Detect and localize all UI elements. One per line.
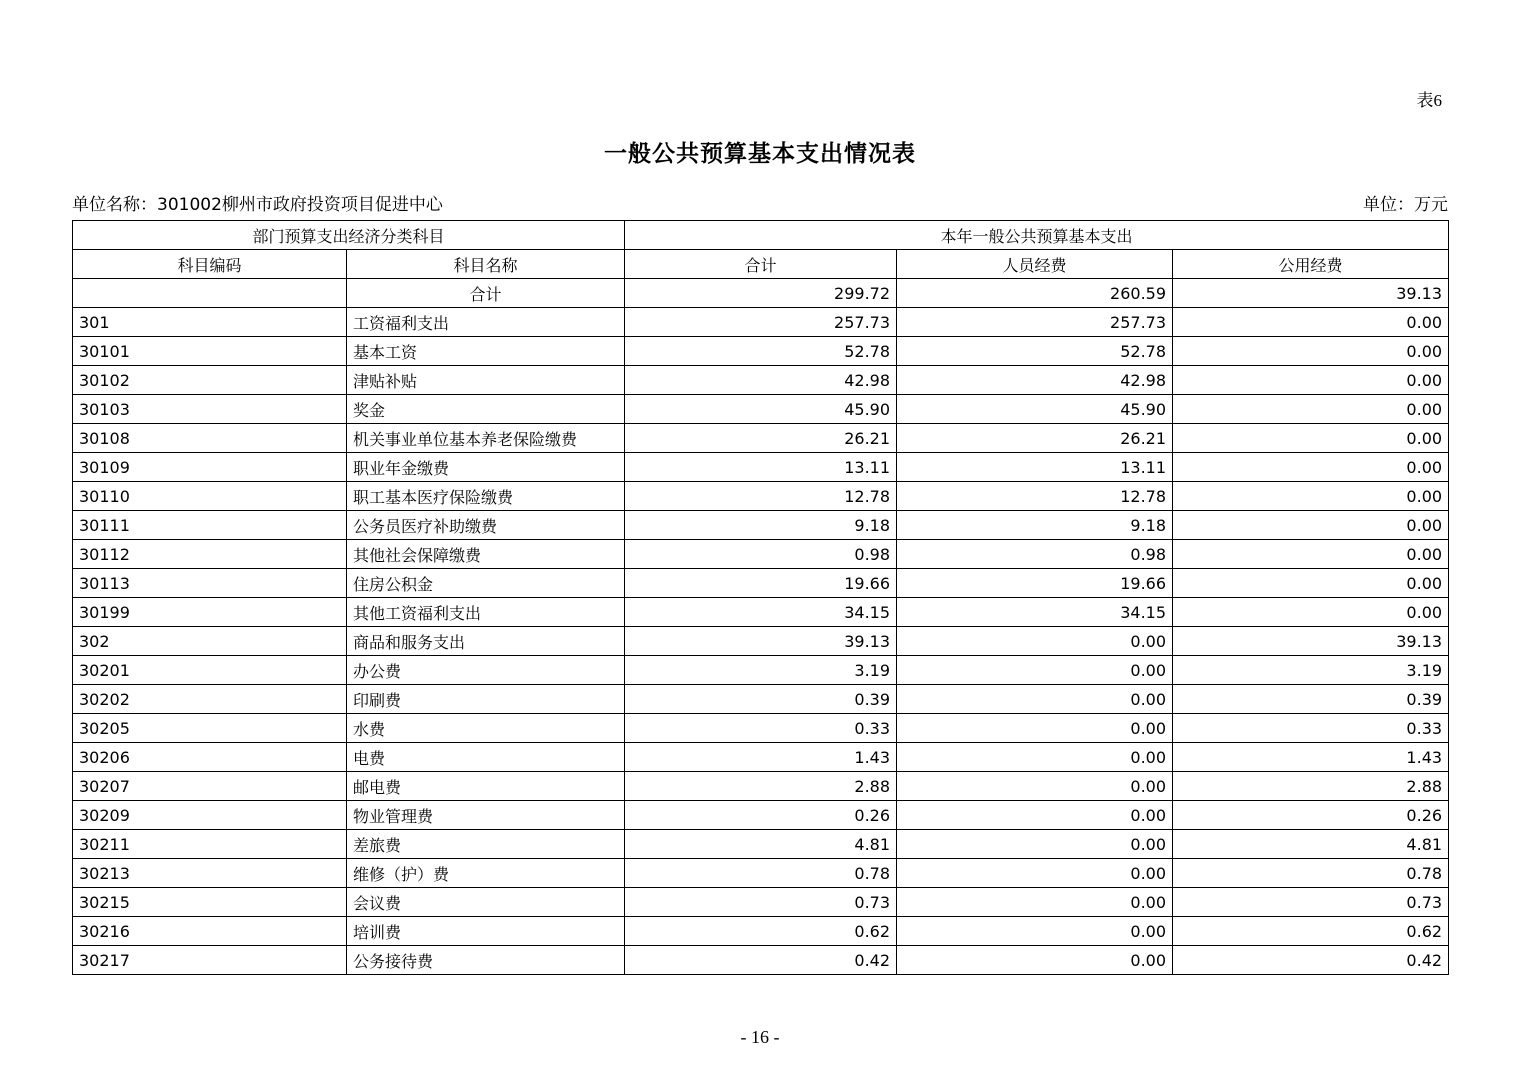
- cell-personnel: 0.00: [897, 946, 1173, 975]
- cell-code: 30201: [73, 656, 347, 685]
- cell-personnel: 0.00: [897, 685, 1173, 714]
- cell-personnel: 260.59: [897, 279, 1173, 308]
- table-row: [73, 366, 1449, 395]
- cell-personnel: 45.90: [897, 395, 1173, 424]
- table-row: [73, 772, 1449, 801]
- cell-public: 0.73: [1173, 888, 1449, 917]
- cell-public: 1.43: [1173, 743, 1449, 772]
- cell-total: 45.90: [625, 395, 897, 424]
- cell-total: 42.98: [625, 366, 897, 395]
- cell-personnel: 19.66: [897, 569, 1173, 598]
- cell-code: 30102: [73, 366, 347, 395]
- cell-code: 30108: [73, 424, 347, 453]
- cell-code: 30207: [73, 772, 347, 801]
- table-row: [73, 801, 1449, 830]
- table-row: [73, 714, 1449, 743]
- cell-total: 26.21: [625, 424, 897, 453]
- cell-name: 工资福利支出: [347, 308, 625, 337]
- cell-total: 0.78: [625, 859, 897, 888]
- cell-name: 其他工资福利支出: [347, 598, 625, 627]
- cell-total: 2.88: [625, 772, 897, 801]
- table-group-header-row: [73, 221, 1449, 250]
- table-row: [73, 888, 1449, 917]
- cell-public: 0.39: [1173, 685, 1449, 714]
- cell-public: 0.00: [1173, 511, 1449, 540]
- cell-code: 30101: [73, 337, 347, 366]
- cell-personnel: 0.00: [897, 772, 1173, 801]
- table-row: [73, 511, 1449, 540]
- cell-code: 30206: [73, 743, 347, 772]
- cell-total: 257.73: [625, 308, 897, 337]
- cell-personnel: 13.11: [897, 453, 1173, 482]
- cell-total: 9.18: [625, 511, 897, 540]
- cell-name: 商品和服务支出: [347, 627, 625, 656]
- cell-personnel: 0.00: [897, 888, 1173, 917]
- cell-code: 30216: [73, 917, 347, 946]
- budget-table: [72, 220, 1449, 975]
- cell-public: 2.88: [1173, 772, 1449, 801]
- cell-personnel: 0.00: [897, 917, 1173, 946]
- group-header-right: 本年一般公共预算基本支出: [625, 221, 1449, 250]
- cell-code: 30202: [73, 685, 347, 714]
- cell-total: 299.72: [625, 279, 897, 308]
- cell-code: 301: [73, 308, 347, 337]
- cell-public: 0.00: [1173, 337, 1449, 366]
- cell-total: 0.33: [625, 714, 897, 743]
- table-row: [73, 859, 1449, 888]
- cell-total: 0.26: [625, 801, 897, 830]
- cell-code: 30109: [73, 453, 347, 482]
- column-header-total: 合计: [625, 250, 897, 279]
- table-row: [73, 337, 1449, 366]
- cell-personnel: 0.00: [897, 656, 1173, 685]
- unit-name: [72, 190, 443, 215]
- cell-total: 39.13: [625, 627, 897, 656]
- unit-measure: 单位：万元: [1363, 195, 1448, 215]
- cell-code: 30205: [73, 714, 347, 743]
- table-row: [73, 598, 1449, 627]
- cell-personnel: 257.73: [897, 308, 1173, 337]
- cell-personnel: 26.21: [897, 424, 1173, 453]
- cell-total: 0.39: [625, 685, 897, 714]
- cell-code: 30103: [73, 395, 347, 424]
- column-header-personnel: 人员经费: [897, 250, 1173, 279]
- table-row: [73, 946, 1449, 975]
- cell-total: 52.78: [625, 337, 897, 366]
- cell-name: 机关事业单位基本养老保险缴费: [347, 424, 625, 453]
- cell-public: 0.00: [1173, 482, 1449, 511]
- column-header-public: 公用经费: [1173, 250, 1449, 279]
- cell-name: 公务接待费: [347, 946, 625, 975]
- cell-personnel: 52.78: [897, 337, 1173, 366]
- table-row: [73, 424, 1449, 453]
- table-row: [73, 540, 1449, 569]
- cell-name: 住房公积金: [347, 569, 625, 598]
- cell-public: 0.00: [1173, 540, 1449, 569]
- page-title: 一般公共预算基本支出情况表: [604, 141, 916, 167]
- cell-total: 4.81: [625, 830, 897, 859]
- page-number: - 16 -: [740, 1027, 780, 1047]
- cell-personnel: 0.00: [897, 801, 1173, 830]
- cell-code: 30112: [73, 540, 347, 569]
- cell-total: 3.19: [625, 656, 897, 685]
- column-header-name: 科目名称: [347, 250, 625, 279]
- cell-name: 办公费: [347, 656, 625, 685]
- cell-code: 30213: [73, 859, 347, 888]
- cell-public: 39.13: [1173, 279, 1449, 308]
- cell-name: 职业年金缴费: [347, 453, 625, 482]
- group-header-left: 部门预算支出经济分类科目: [73, 221, 625, 250]
- cell-public: 0.00: [1173, 424, 1449, 453]
- cell-name: 公务员医疗补助缴费: [347, 511, 625, 540]
- cell-public: 0.33: [1173, 714, 1449, 743]
- cell-public: 0.00: [1173, 395, 1449, 424]
- table-row: [73, 482, 1449, 511]
- cell-public: 0.42: [1173, 946, 1449, 975]
- cell-name: 奖金: [347, 395, 625, 424]
- unit-name-label: 单位名称：: [72, 195, 157, 215]
- cell-personnel: 9.18: [897, 511, 1173, 540]
- cell-public: 4.81: [1173, 830, 1449, 859]
- cell-code: 30215: [73, 888, 347, 917]
- cell-personnel: 0.98: [897, 540, 1173, 569]
- table-row: [73, 279, 1449, 308]
- table-row: [73, 917, 1449, 946]
- table-row: [73, 743, 1449, 772]
- table-row: [73, 308, 1449, 337]
- cell-total: 0.62: [625, 917, 897, 946]
- cell-total: 0.42: [625, 946, 897, 975]
- cell-name: 职工基本医疗保险缴费: [347, 482, 625, 511]
- table-row: [73, 685, 1449, 714]
- cell-name: 津贴补贴: [347, 366, 625, 395]
- cell-name: 水费: [347, 714, 625, 743]
- cell-name: 差旅费: [347, 830, 625, 859]
- cell-personnel: 0.00: [897, 859, 1173, 888]
- cell-name: 会议费: [347, 888, 625, 917]
- cell-public: 0.00: [1173, 598, 1449, 627]
- cell-personnel: 0.00: [897, 743, 1173, 772]
- cell-name: 电费: [347, 743, 625, 772]
- cell-personnel: 12.78: [897, 482, 1173, 511]
- cell-public: 0.00: [1173, 453, 1449, 482]
- column-header-code: 科目编码: [73, 250, 347, 279]
- cell-total: 13.11: [625, 453, 897, 482]
- cell-name: 物业管理费: [347, 801, 625, 830]
- table-row: [73, 830, 1449, 859]
- cell-personnel: 34.15: [897, 598, 1173, 627]
- cell-total: 1.43: [625, 743, 897, 772]
- cell-public: 3.19: [1173, 656, 1449, 685]
- cell-name: 合计: [347, 279, 625, 308]
- cell-name: 其他社会保障缴费: [347, 540, 625, 569]
- cell-name: 维修（护）费: [347, 859, 625, 888]
- table-row: [73, 627, 1449, 656]
- cell-code: 30199: [73, 598, 347, 627]
- cell-total: 12.78: [625, 482, 897, 511]
- table-row: [73, 395, 1449, 424]
- cell-public: 0.00: [1173, 308, 1449, 337]
- cell-name: 邮电费: [347, 772, 625, 801]
- cell-total: 34.15: [625, 598, 897, 627]
- cell-code: 30113: [73, 569, 347, 598]
- cell-personnel: 0.00: [897, 830, 1173, 859]
- cell-name: 印刷费: [347, 685, 625, 714]
- cell-public: 0.00: [1173, 366, 1449, 395]
- cell-public: 0.62: [1173, 917, 1449, 946]
- unit-name-value: 301002柳州市政府投资项目促进中心: [157, 195, 443, 215]
- cell-public: 0.00: [1173, 569, 1449, 598]
- cell-code: [73, 279, 347, 308]
- cell-code: 302: [73, 627, 347, 656]
- table-column-header-row: [73, 250, 1449, 279]
- cell-total: 0.98: [625, 540, 897, 569]
- cell-personnel: 0.00: [897, 627, 1173, 656]
- cell-code: 30211: [73, 830, 347, 859]
- cell-personnel: 42.98: [897, 366, 1173, 395]
- table-body: [73, 279, 1449, 975]
- cell-public: 0.78: [1173, 859, 1449, 888]
- cell-code: 30217: [73, 946, 347, 975]
- cell-public: 0.26: [1173, 801, 1449, 830]
- cell-total: 19.66: [625, 569, 897, 598]
- cell-name: 基本工资: [347, 337, 625, 366]
- table-row: [73, 453, 1449, 482]
- meta-row: [72, 190, 1448, 216]
- cell-personnel: 0.00: [897, 714, 1173, 743]
- cell-code: 30111: [73, 511, 347, 540]
- sheet-number: 表6: [1416, 91, 1442, 110]
- cell-name: 培训费: [347, 917, 625, 946]
- table-row: [73, 569, 1449, 598]
- table-row: [73, 656, 1449, 685]
- cell-code: 30110: [73, 482, 347, 511]
- cell-total: 0.73: [625, 888, 897, 917]
- cell-code: 30209: [73, 801, 347, 830]
- cell-public: 39.13: [1173, 627, 1449, 656]
